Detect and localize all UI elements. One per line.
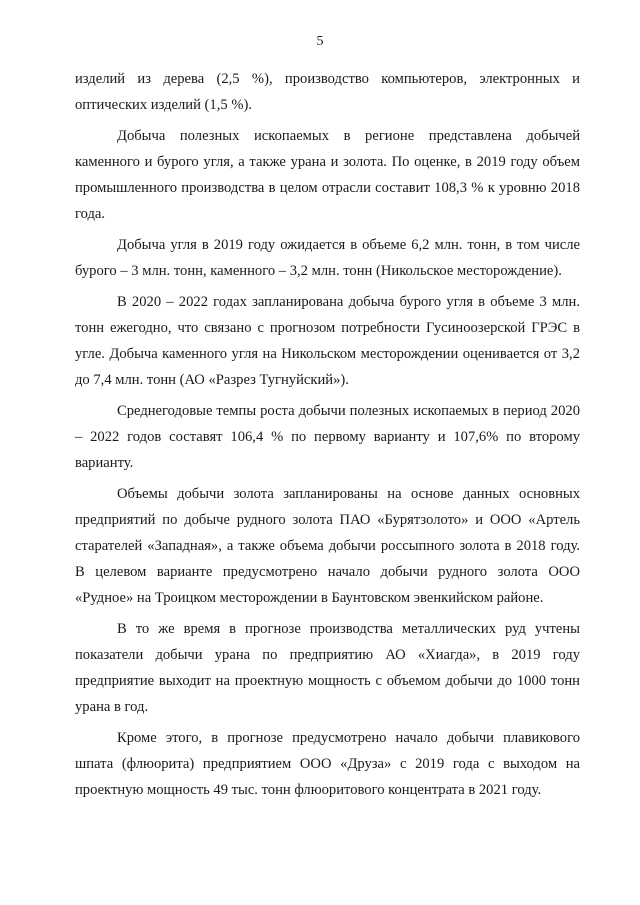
body-text bbox=[75, 66, 580, 808]
paragraph-growth-rates: Среднегодовые темпы роста добычи полезных ископаемых в период 2020 – 2022 годов составят 106,4 % по первому варианту и 107,6% по второму варианту. bbox=[75, 403, 580, 471]
paragraph-uranium: В то же время в прогнозе производства металлических руд учтены показатели добычи урана по предприятию АО «Хиагда», в 2019 году предприятие выходит на проектную мощность с объемом добычи до 1000 тонн урана в год. bbox=[75, 621, 580, 715]
paragraph-gold: Объемы добычи золота запланированы на основе данных основных предприятий по добыче рудного золота ПАО «Бурятзолото» и ООО «Артель старателей «Западная», а также объема добычи россыпного золота в 2018 году. В целевом варианте предусмотрено начало добычи рудного золота ООО «Рудное» на Троицком месторождении в Баунтовском эвенкийском районе. bbox=[75, 486, 580, 606]
paragraph-fluorite: Кроме этого, в прогнозе предусмотрено начало добычи плавикового шпата (флюорита) предприятием ООО «Друза» с 2019 года с выходом на проектную мощность 49 тыс. тонн флюоритового концентрата в 2021 году. bbox=[75, 730, 580, 798]
paragraph-mining-overview: Добыча полезных ископаемых в регионе представлена добычей каменного и бурого угля, а также урана и золота. По оценке, в 2019 году объем промышленного производства в целом отрасли составит 108,3 % к уровню 2018 года. bbox=[75, 128, 580, 222]
paragraph-coal-2019: Добыча угля в 2019 году ожидается в объеме 6,2 млн. тонн, в том числе бурого – 3 млн. тонн, каменного – 3,2 млн. тонн (Никольское месторождение). bbox=[75, 237, 580, 279]
page-number: 5 bbox=[316, 34, 324, 49]
paragraph-coal-2020-2022: В 2020 – 2022 годах запланирована добыча бурого угля в объеме 3 млн. тонн ежегодно, что связано с прогнозом потребности Гусиноозерской ГРЭС в угле. Добыча каменного угля на Никольском месторождении оценивается от 3,2 до 7,4 млн. тонн (АО «Разрез Тугнуйский»). bbox=[75, 294, 580, 388]
paragraph-continuation: изделий из дерева (2,5 %), производство компьютеров, электронных и оптических изделий (1,5 %). bbox=[75, 71, 580, 113]
